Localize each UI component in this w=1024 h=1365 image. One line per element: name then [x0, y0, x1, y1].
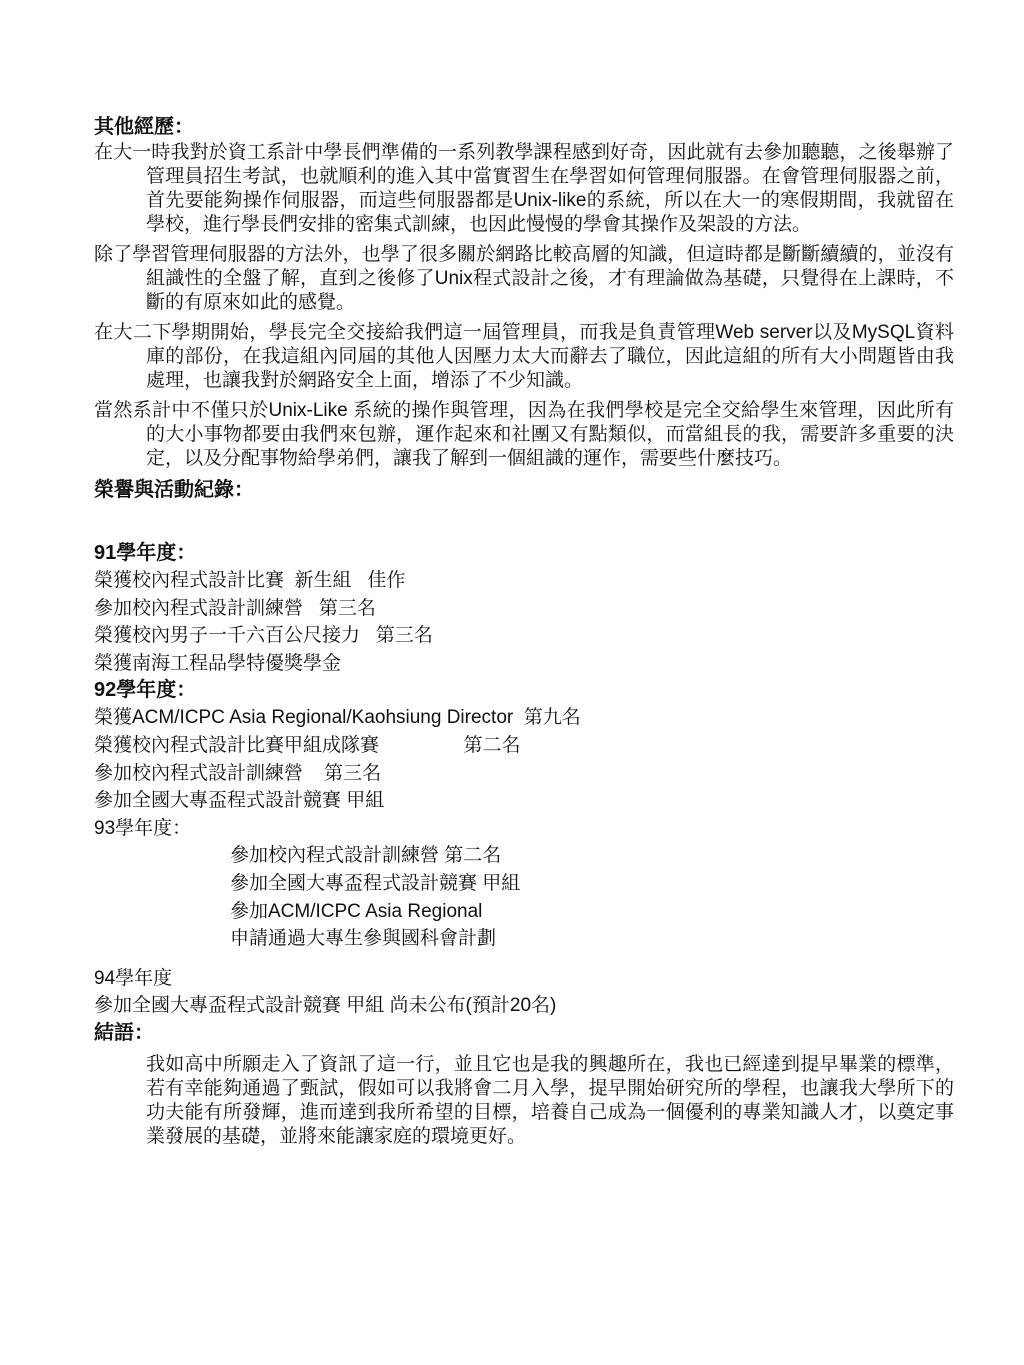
- award-item: 參加全國大專盃程式設計競賽 甲組: [94, 790, 385, 812]
- award-item: 榮獲ACM/ICPC Asia Regional/Kaohsiung Director 第九名: [94, 707, 581, 729]
- award-item: 榮獲南海工程品學特優獎學金: [94, 652, 342, 674]
- other-experience-heading: 其他經歷：: [94, 116, 194, 138]
- year-94-block: [94, 965, 954, 1020]
- document-page: [94, 114, 954, 1149]
- other-experience-section: [94, 114, 954, 471]
- award-item: 參加全國大專盃程式設計競賽 甲組 尚未公布(預計20名): [94, 995, 557, 1017]
- award-item: 榮獲校內程式設計比賽 新生組 佳作: [94, 570, 406, 591]
- year-93-heading: 93學年度：: [94, 817, 192, 839]
- award-item: 申請通過大專生參與國科會計劃: [230, 928, 497, 950]
- award-item: 參加全國大專盃程式設計競賽 甲組: [230, 872, 521, 894]
- award-item: 榮獲校內程式設計比賽甲組成隊賽 第二名: [94, 734, 521, 756]
- year-91-heading: 91學年度：: [94, 542, 197, 564]
- experience-paragraph-1: 在大一時我對於資工系計中學長們準備的一系列教學課程感到好奇，因此就有去參加聽聽，之後舉辦了管理員招生考試，也就順利的進入其中當實習生在學習如何管理伺服器。在會管理伺服器之前，首先要能夠操作伺服器，而這些伺服器都是Unix-like的系統，所以在大一的寒假期間，我就留在學校，進行學長們安排的密集式訓練，也因此慢慢的學會其操作及架設的方法。: [94, 142, 954, 235]
- award-item: 參加校內程式設計訓練營 第三名: [94, 597, 376, 619]
- year-94-heading: 94學年度: [94, 967, 173, 989]
- experience-paragraph-3: 在大二下學期開始，學長完全交接給我們這一屆管理員，而我是負責管理Web server以及MySQL資料庫的部份，在我這組內同屆的其他人因壓力太大而辭去了職位，因此這組的所有大小問題皆由我處理，也讓我對於網路安全上面，增添了不少知識。: [94, 322, 954, 391]
- honors-heading: 榮譽與活動紀錄：: [94, 479, 254, 501]
- year-93-block: [94, 815, 954, 953]
- honors-section: [94, 477, 954, 1020]
- year-92-heading: 92學年度：: [94, 679, 197, 702]
- year-92-block: [94, 677, 954, 814]
- spacer: [94, 953, 954, 965]
- award-item: 榮獲校內男子一千六百公尺接力 第三名: [94, 625, 433, 647]
- spacer: [94, 504, 954, 537]
- conclusion-paragraph: 我如高中所願走入了資訊了這一行，並且它也是我的興趣所在，我也已經達到提早畢業的標準，若有幸能夠通過了甄試，假如可以我將會二月入學，提早開始研究所的學程，也讓我大學所下的功夫能有所發輝，進而達到我所希望的目標，培養自己成為一個優利的專業知識人才，以奠定事業發展的基礎，並將來能讓家庭的環境更好。: [146, 1053, 954, 1147]
- conclusion-section: [94, 1020, 954, 1149]
- conclusion-heading: 結語：: [94, 1021, 154, 1044]
- experience-paragraph-4: 當然系計中不僅只於Unix-Like 系統的操作與管理，因為在我們學校是完全交給學生來管理，因此所有的大小事物都要由我們來包辦，運作起來和社團又有點類似，而當組長的我，需要許多重要的決定，以及分配事物給學弟們，讓我了解到一個組識的運作，需要些什麼技巧。: [94, 400, 954, 469]
- award-item: 參加校內程式設計訓練營 第二名: [230, 845, 502, 867]
- award-item: 參加校內程式設計訓練營 第三名: [94, 762, 382, 784]
- experience-paragraph-2: 除了學習管理伺服器的方法外，也學了很多關於網路比較高層的知識，但這時都是斷斷續續的，並沒有組識性的全盤了解，直到之後修了Unix程式設計之後，才有理論做為基礎，只覺得在上課時，不斷的有原來如此的感覺。: [94, 244, 954, 313]
- year-91-block: [94, 540, 954, 677]
- award-item: 參加ACM/ICPC Asia Regional: [230, 900, 483, 922]
